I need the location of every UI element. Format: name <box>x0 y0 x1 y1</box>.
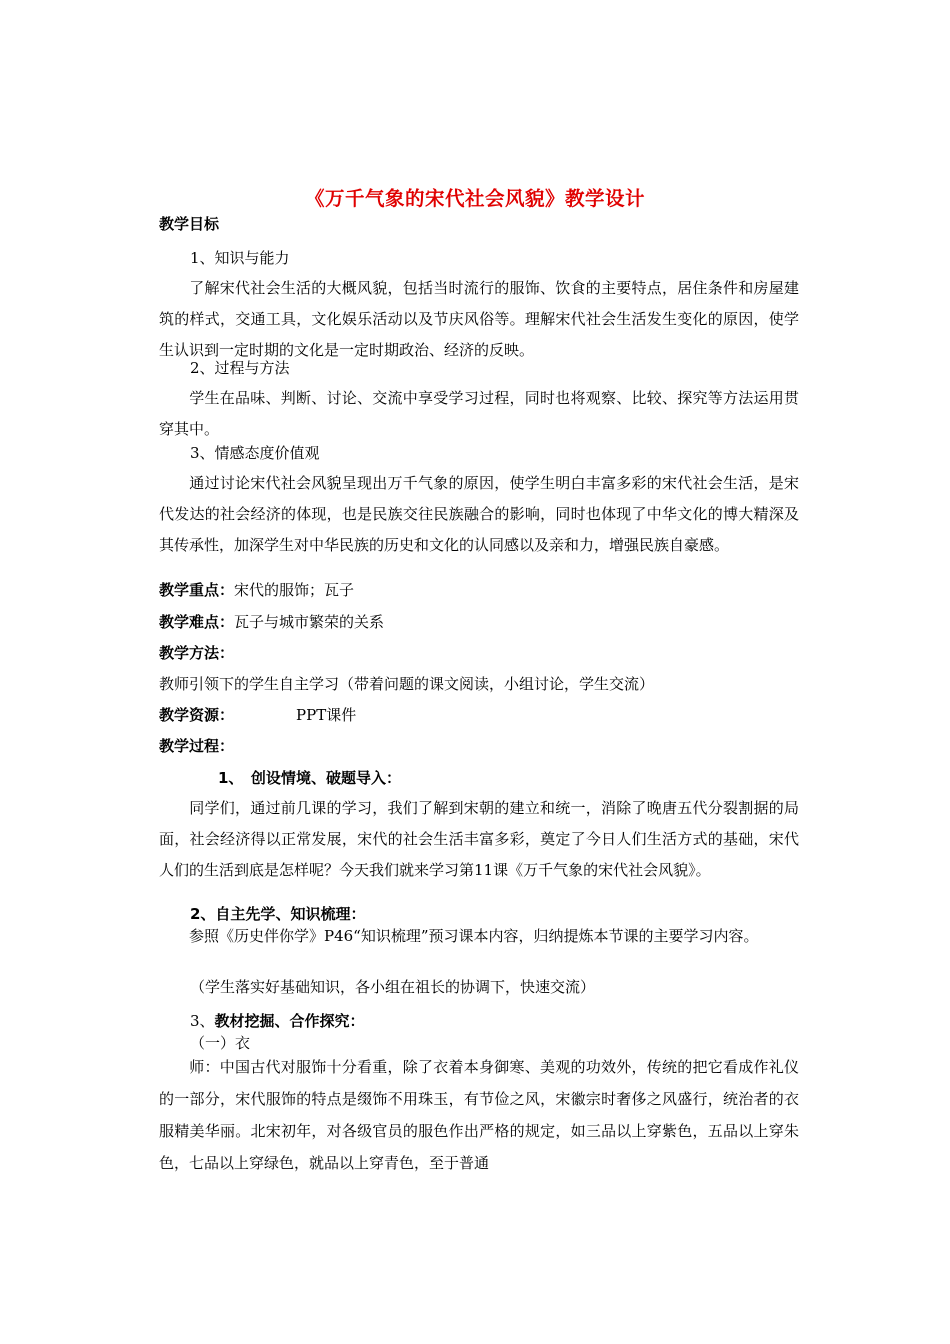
resource-line <box>159 704 799 726</box>
objective-item-1: 1、知识与能力 <box>190 249 290 267</box>
step-2-text: 参照《历史伴你学》P46“知识梳理”预习课本内容，归纳提炼本节课的主要学习内容。 <box>189 927 759 945</box>
method-value: 教师引领下的学生自主学习（带着问题的课文阅读，小组讨论，学生交流） <box>159 675 655 693</box>
objective-paragraph-1 <box>159 273 799 366</box>
objective-paragraph-3 <box>159 468 799 561</box>
step-1-paragraph <box>159 793 799 886</box>
difficulty-point <box>159 611 799 633</box>
step-3-number: 3、 <box>190 1012 215 1030</box>
objective-item-3: 3、情感态度价值观 <box>190 444 320 462</box>
step-1-heading: 1、 创设情境、破题导入： <box>218 769 401 787</box>
key-point <box>159 579 799 601</box>
step-3-heading <box>190 1010 830 1032</box>
objectives-heading: 教学目标 <box>159 215 220 233</box>
difficulty-label: 教学难点： <box>159 613 235 631</box>
step-2-note: （学生落实好基础知识，各小组在祖长的协调下，快速交流） <box>190 978 596 996</box>
step-2-heading: 2、自主先学、知识梳理： <box>190 905 366 923</box>
step-3-text: 师：中国古代对服饰十分看重，除了衣着本身御寒、美观的功效外，传统的把它看成作礼仪的一部分，宋代服饰的特点是缀饰不用珠玉，有节俭之风，宋徽宗时奢侈之风盛行，统治者的衣服精美华丽。北宋初年，对各级官员的服色作出严格的规定，如三品以上穿紫色，五品以上穿朱色，七品以上穿绿色，就品以上穿青色，至于普通 <box>159 1058 799 1172</box>
step-3-paragraph <box>159 1051 799 1179</box>
step-2-paragraph <box>159 923 799 950</box>
step-1-text: 同学们，通过前几课的学习，我们了解到宋朝的建立和统一，消除了晚唐五代分裂割据的局面，社会经济得以正常发展，宋代的社会生活丰富多彩，奠定了今日人们生活方式的基础，宋代人们的生活到底是怎样呢？今天我们就来学习第11课《万千气象的宋代社会风貌》。 <box>159 799 799 879</box>
objective-text-3: 通过讨论宋代社会风貌呈现出万千气象的原因，使学生明白丰富多彩的宋代社会生活，是宋代发达的社会经济的体现，也是民族交往民族融合的影响，同时也体现了中华文化的博大精深及其传承性，加深学生对中华民族的历史和文化的认同感以及亲和力，增强民族自豪感。 <box>159 474 799 554</box>
key-point-value: 宋代的服饰；瓦子 <box>234 581 355 599</box>
step-3-title: 教材挖掘、合作探究： <box>214 1012 365 1030</box>
objective-text-1: 了解宋代社会生活的大概风貌，包括当时流行的服饰、饮食的主要特点，居住条件和房屋建筑的样式，交通工具，文化娱乐活动以及节庆风俗等。理解宋代社会生活发生变化的原因，使学生认识到一定时期的文化是一定时期政治、经济的反映。 <box>159 279 799 359</box>
process-label: 教学过程： <box>159 737 235 755</box>
objective-item-2: 2、过程与方法 <box>190 359 290 377</box>
difficulty-value: 瓦子与城市繁荣的关系 <box>234 613 385 631</box>
objective-text-2: 学生在品味、判断、讨论、交流中享受学习过程，同时也将观察、比较、探究等方法运用贯穿其中。 <box>159 389 799 438</box>
objective-paragraph-2 <box>159 383 799 445</box>
resource-label: 教学资源： <box>159 706 235 724</box>
key-point-label: 教学重点： <box>159 581 235 599</box>
sub-heading-clothing: （一）衣 <box>190 1034 251 1052</box>
page-title: 《万千气象的宋代社会风貌》教学设计 <box>304 187 645 210</box>
method-label: 教学方法： <box>159 644 235 662</box>
resource-value: PPT课件 <box>296 706 357 724</box>
